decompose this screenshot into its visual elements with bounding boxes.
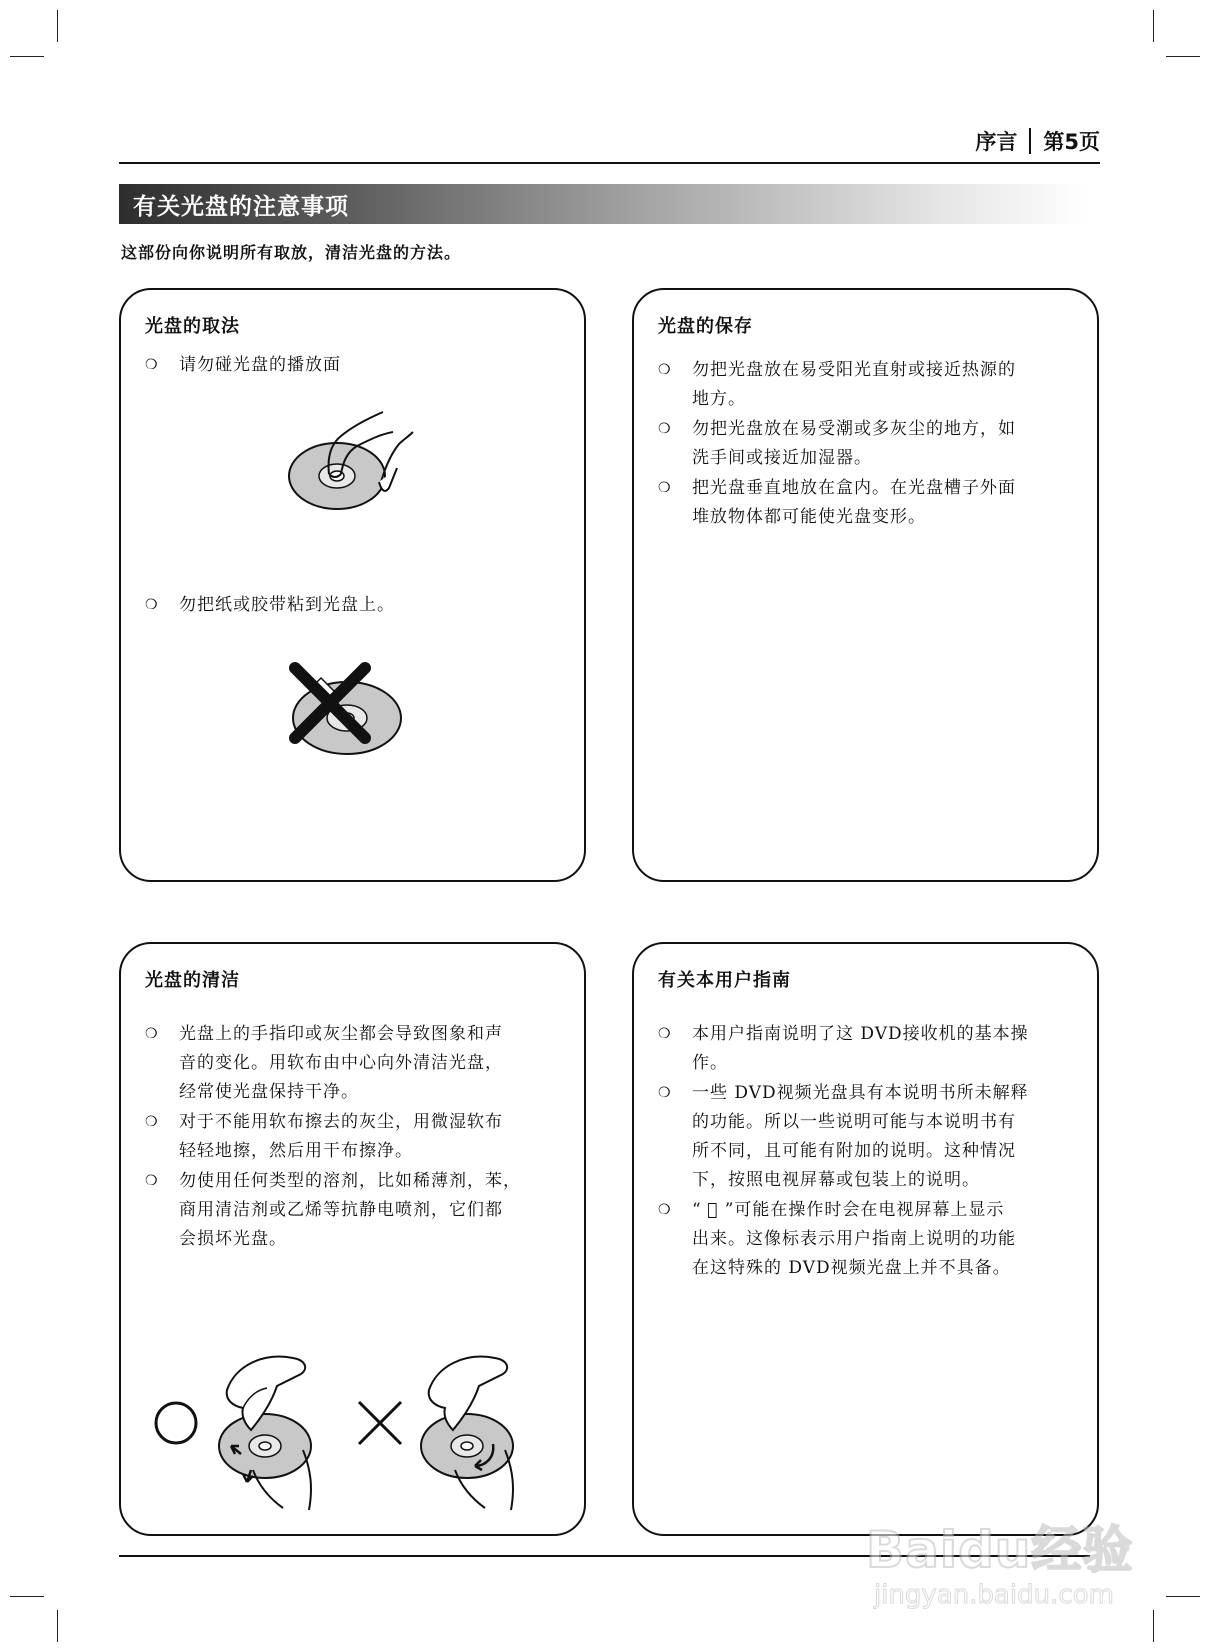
list-item-line: 堆放物体都可能使光盘变形。 xyxy=(692,507,926,527)
bullet-circle: ❍ xyxy=(658,362,672,378)
wipe-disc-outward-icon xyxy=(213,1346,343,1516)
list-item-line: 出来。这像标表示用户指南上说明的功能 xyxy=(692,1229,1016,1249)
crop-mark xyxy=(57,10,58,42)
list-item xyxy=(145,1108,565,1166)
list-item xyxy=(145,1020,565,1107)
watermark-url: jingyan.baidu.com xyxy=(874,1580,1114,1610)
list-item xyxy=(658,1020,1082,1078)
baidu-watermark xyxy=(866,1500,1146,1620)
crop-mark xyxy=(57,1610,58,1642)
list-item-line: 在这特殊的 DVD视频光盘上并不具备。 xyxy=(692,1258,1011,1278)
bullet-circle: ❍ xyxy=(145,597,159,613)
section-title-bar xyxy=(119,184,1090,224)
incorrect-cross-icon xyxy=(353,1396,407,1450)
list-item-line: 经常使光盘保持干净。 xyxy=(179,1082,359,1102)
intro-text: 这部份向你说明所有取放，清洁光盘的方法。 xyxy=(121,243,462,262)
storage-box xyxy=(632,288,1099,882)
crop-mark xyxy=(10,1596,44,1597)
bullet-circle: ❍ xyxy=(145,1173,159,1189)
handling-box xyxy=(119,288,586,882)
storage-list xyxy=(658,356,1078,533)
list-item-line: 一些 DVD视频光盘具有本说明书所未解释 xyxy=(692,1083,1029,1103)
bullet-circle: ❍ xyxy=(658,421,672,437)
guide-box xyxy=(632,942,1099,1536)
crop-mark xyxy=(1166,1596,1200,1597)
section-label: 序言 xyxy=(975,130,1018,154)
list-item-line: 本用户指南说明了这 DVD接收机的基本操 xyxy=(692,1024,1029,1044)
bullet-circle: ❍ xyxy=(145,357,159,373)
list-item xyxy=(658,1196,1082,1283)
storage-title: 光盘的保存 xyxy=(658,316,753,337)
handling-item-text: 请勿碰光盘的播放面 xyxy=(179,355,341,375)
handling-title: 光盘的取法 xyxy=(145,316,240,337)
header-rule xyxy=(119,162,1100,164)
bullet-circle: ❍ xyxy=(658,1026,672,1042)
crop-mark xyxy=(10,56,44,57)
section-title: 有关光盘的注意事项 xyxy=(133,192,349,220)
list-item-line: 的功能。所以一些说明可能与本说明书有 xyxy=(692,1112,1016,1132)
list-item-line: 轻轻地擦，然后用干布擦净。 xyxy=(179,1141,413,1161)
bullet-circle: ❍ xyxy=(658,1085,672,1101)
list-item-line: 对于不能用软布擦去的灰尘，用微湿软布 xyxy=(179,1112,503,1132)
guide-title: 有关本用户指南 xyxy=(658,970,791,991)
list-item-line: 会损坏光盘。 xyxy=(179,1229,287,1249)
list-item-line: 勿使用任何类型的溶剂，比如稀薄剂，苯， xyxy=(179,1171,521,1191)
handling-item-2 xyxy=(145,592,395,618)
crop-mark xyxy=(1166,56,1200,57)
wipe-disc-circular-icon xyxy=(415,1344,545,1514)
bullet-circle: ❍ xyxy=(658,480,672,496)
cleaning-box xyxy=(119,942,586,1536)
list-item xyxy=(658,1079,1082,1195)
hand-touching-disc-icon xyxy=(281,406,431,526)
list-item-line: 勿把光盘放在易受阳光直射或接近热源的 xyxy=(692,360,1016,380)
crop-mark xyxy=(1153,1610,1154,1642)
cleaning-title: 光盘的清洁 xyxy=(145,970,240,991)
header-labels xyxy=(975,126,1100,156)
list-item xyxy=(658,415,1078,473)
list-item-line: 把光盘垂直地放在盒内。在光盘槽子外面 xyxy=(692,478,1016,498)
correct-circle-icon xyxy=(151,1398,201,1448)
watermark-brand: Baidu经验 xyxy=(866,1521,1134,1579)
header-separator xyxy=(1029,128,1031,154)
list-item xyxy=(658,356,1078,414)
list-item-line: 勿把光盘放在易受潮或多灰尘的地方，如 xyxy=(692,419,1016,439)
list-item-line: 所不同，且可能有附加的说明。这种情况 xyxy=(692,1141,1016,1161)
list-item-line: 音的变化。用软布由中心向外清洁光盘， xyxy=(179,1053,503,1073)
cleaning-list xyxy=(145,1020,565,1255)
list-item-line: 洗手间或接近加湿器。 xyxy=(692,448,872,468)
list-item xyxy=(658,474,1078,532)
list-item-line: 光盘上的手指印或灰尘都会导致图象和声 xyxy=(179,1024,503,1044)
bullet-circle: ❍ xyxy=(145,1026,159,1042)
list-item-line: 商用清洁剂或乙烯等抗静电喷剂，它们都 xyxy=(179,1200,503,1220)
bullet-circle: ❍ xyxy=(145,1114,159,1130)
page-header xyxy=(119,118,1100,164)
list-item xyxy=(145,1167,565,1254)
list-item-line: 作。 xyxy=(692,1053,728,1073)
disc-with-tape-prohibited-icon xyxy=(281,654,421,764)
guide-list xyxy=(658,1020,1082,1284)
page-number: 第5页 xyxy=(1043,130,1100,154)
handling-item-text: 勿把纸或胶带粘到光盘上。 xyxy=(179,595,395,615)
bullet-circle: ❍ xyxy=(658,1202,672,1218)
crop-mark xyxy=(1153,10,1154,42)
list-item-line: 下，按照电视屏幕或包装上的说明。 xyxy=(692,1170,980,1190)
list-item-line: “ ⃠ ”可能在操作时会在电视屏幕上显示 xyxy=(692,1200,1005,1220)
handling-item-1 xyxy=(145,352,341,378)
list-item-line: 地方。 xyxy=(692,389,746,409)
